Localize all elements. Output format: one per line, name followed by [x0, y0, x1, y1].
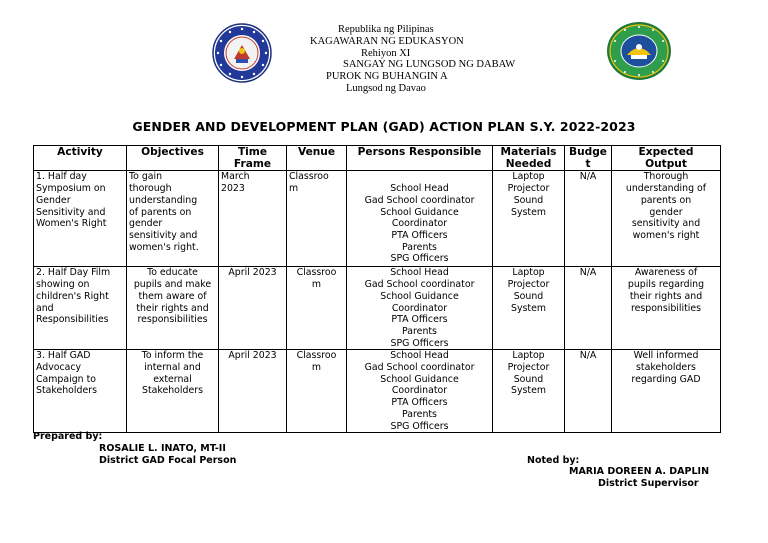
header-region: Rehiyon XI	[361, 48, 411, 59]
cell-venue: Classroo m	[287, 267, 347, 350]
prepared-by-name: ROSALIE L. INATO, MT-II	[99, 443, 226, 454]
cell-persons-responsible: School Head Gad School coordinator School Guidance Coordinator PTA Officers Parents SPG Officers	[347, 350, 493, 433]
cell-activity: 2. Half Day Film showing on children's Right and Responsibilities	[34, 267, 127, 350]
cell-objectives: To gain thorough understanding of parents on gender sensitivity and women's right.	[127, 171, 219, 267]
cell-expected-output: Awareness of pupils regarding their rights and responsibilities	[612, 267, 721, 350]
prepared-by-label: Prepared by:	[33, 431, 103, 442]
cell-venue: Classroo m	[287, 171, 347, 267]
table-row	[34, 350, 721, 433]
noted-by-title: District Supervisor	[598, 478, 699, 489]
cell-materials-needed: Laptop Projector Sound System	[493, 267, 565, 350]
header-city: Lungsod ng Davao	[346, 83, 426, 94]
noted-by-label: Noted by:	[527, 455, 580, 466]
cell-expected-output: Well informed stakeholders regarding GAD	[612, 350, 721, 433]
header-budget: Budge t	[565, 146, 612, 171]
header-expected-output: Expected Output	[612, 146, 721, 171]
cell-persons-responsible: School Head Gad School coordinator School Guidance Coordinator PTA Officers Parents SPG Officers	[347, 267, 493, 350]
header-time-frame: Time Frame	[219, 146, 287, 171]
cell-expected-output: Thorough understanding of parents on gender sensitivity and women's right	[612, 171, 721, 267]
cell-persons-responsible: School Head Gad School coordinator School Guidance Coordinator PTA Officers Parents SPG Officers	[347, 171, 493, 267]
header-district: PUROK NG BUHANGIN A	[326, 71, 448, 82]
document-title: GENDER AND DEVELOPMENT PLAN (GAD) ACTION PLAN S.Y. 2022-2023	[132, 119, 636, 134]
cell-time-frame: April 2023	[219, 267, 287, 350]
table-row	[34, 171, 721, 267]
cell-budget: N/A	[565, 267, 612, 350]
action-plan-table	[33, 145, 721, 433]
header-persons-responsible: Persons Responsible	[347, 146, 493, 171]
cell-activity: 1. Half day Symposium on Gender Sensitivity and Women's Right	[34, 171, 127, 267]
cell-time-frame: March 2023	[219, 171, 287, 267]
cell-activity: 3. Half GAD Advocacy Campaign to Stakeholders	[34, 350, 127, 433]
header-division: SANGAY NG LUNGSOD NG DABAW	[343, 59, 516, 70]
division-seal-icon	[606, 21, 672, 81]
table-row	[34, 267, 721, 350]
header-venue: Venue	[287, 146, 347, 171]
cell-budget: N/A	[565, 350, 612, 433]
deped-seal-icon	[212, 23, 272, 83]
cell-venue: Classroo m	[287, 350, 347, 433]
cell-budget: N/A	[565, 171, 612, 267]
table-header-row	[34, 146, 721, 171]
header-objectives: Objectives	[127, 146, 219, 171]
prepared-by-title: District GAD Focal Person	[99, 455, 237, 466]
cell-materials-needed: Laptop Projector Sound System	[493, 171, 565, 267]
cell-objectives: To inform the internal and external Stakeholders	[127, 350, 219, 433]
header-materials-needed: Materials Needed	[493, 146, 565, 171]
header-republic: Republika ng Pilipinas	[338, 24, 434, 35]
cell-time-frame: April 2023	[219, 350, 287, 433]
header-activity: Activity	[34, 146, 127, 171]
noted-by-name: MARIA DOREEN A. DAPLIN	[569, 466, 710, 477]
header-department: KAGAWARAN NG EDUKASYON	[310, 36, 464, 47]
cell-materials-needed: Laptop Projector Sound System	[493, 350, 565, 433]
cell-objectives: To educate pupils and make them aware of their rights and responsibilities	[127, 267, 219, 350]
